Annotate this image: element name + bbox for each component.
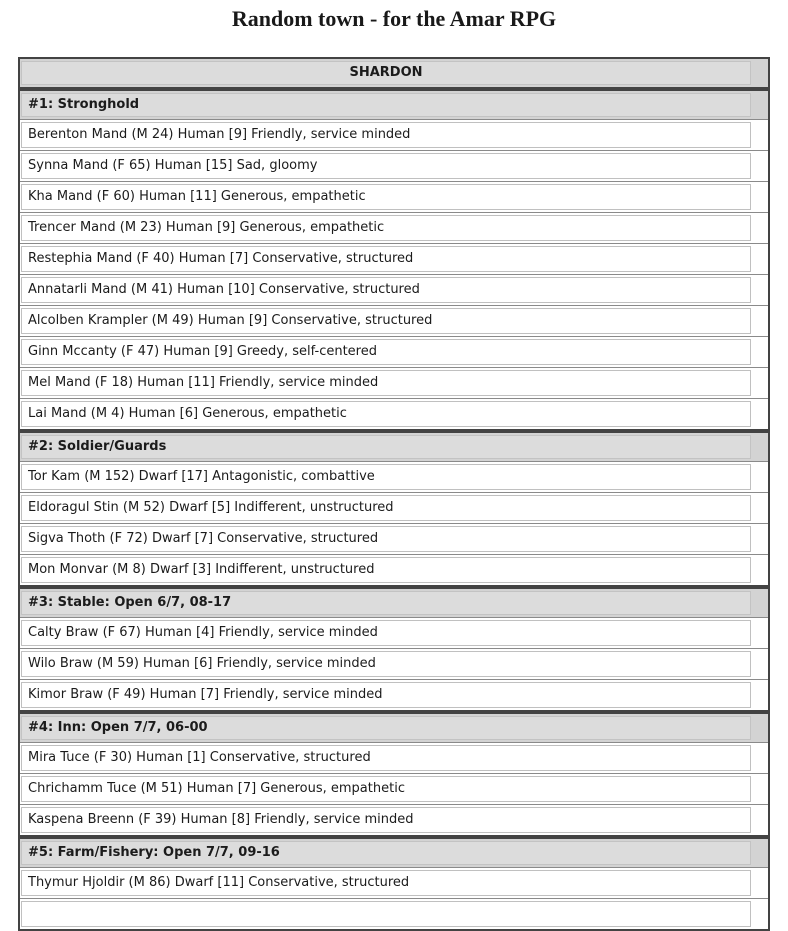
npc-row — [20, 679, 768, 710]
npc-row — [20, 492, 768, 523]
npc-text: Lai Mand (M 4) Human [6] Generous, empathetic — [21, 401, 751, 427]
town-name-row — [20, 59, 768, 87]
npc-row — [20, 119, 768, 150]
section-header-row — [20, 714, 768, 742]
npc-text: Berenton Mand (M 24) Human [9] Friendly, service minded — [21, 122, 751, 148]
npc-row — [20, 243, 768, 274]
page-title: Random town - for the Amar RPG — [231, 6, 557, 31]
npc-row — [20, 804, 768, 835]
npc-text — [21, 901, 751, 927]
npc-text: Mel Mand (F 18) Human [11] Friendly, service minded — [21, 370, 751, 396]
npc-text: Mon Monvar (M 8) Dwarf [3] Indifferent, unstructured — [21, 557, 751, 583]
npc-row — [20, 398, 768, 429]
npc-text: Mira Tuce (F 30) Human [1] Conservative, structured — [21, 745, 751, 771]
npc-text: Alcolben Krampler (M 49) Human [9] Conservative, structured — [21, 308, 751, 334]
npc-text: Chrichamm Tuce (M 51) Human [7] Generous, empathetic — [21, 776, 751, 802]
npc-text: Tor Kam (M 152) Dwarf [17] Antagonistic, combattive — [21, 464, 751, 490]
npc-text: Restephia Mand (F 40) Human [7] Conservative, structured — [21, 246, 751, 272]
npc-text: Trencer Mand (M 23) Human [9] Generous, empathetic — [21, 215, 751, 241]
npc-row — [20, 336, 768, 367]
section-box — [18, 712, 770, 837]
npc-text: Calty Braw (F 67) Human [4] Friendly, service minded — [21, 620, 751, 646]
section-title: #1: Stronghold — [21, 93, 751, 117]
npc-row — [20, 150, 768, 181]
npc-text: Wilo Braw (M 59) Human [6] Friendly, service minded — [21, 651, 751, 677]
section-title: #4: Inn: Open 7/7, 06-00 — [21, 716, 751, 740]
section-box — [18, 587, 770, 712]
section-box — [18, 837, 770, 931]
npc-text: Kimor Braw (F 49) Human [7] Friendly, service minded — [21, 682, 751, 708]
npc-row — [20, 648, 768, 679]
npc-text: Kha Mand (F 60) Human [11] Generous, empathetic — [21, 184, 751, 210]
npc-text: Annatarli Mand (M 41) Human [10] Conservative, structured — [21, 277, 751, 303]
npc-row — [20, 773, 768, 804]
section-header-row — [20, 433, 768, 461]
npc-row — [20, 461, 768, 492]
npc-row — [20, 367, 768, 398]
npc-row — [20, 898, 768, 929]
npc-row — [20, 181, 768, 212]
npc-text: Sigva Thoth (F 72) Dwarf [7] Conservative, structured — [21, 526, 751, 552]
npc-row — [20, 523, 768, 554]
npc-row — [20, 212, 768, 243]
town-name-box — [18, 57, 770, 89]
section-title: #2: Soldier/Guards — [21, 435, 751, 459]
npc-row — [20, 617, 768, 648]
section-box — [18, 89, 770, 431]
npc-text: Kaspena Breenn (F 39) Human [8] Friendly, service minded — [21, 807, 751, 833]
npc-text: Thymur Hjoldir (M 86) Dwarf [11] Conservative, structured — [21, 870, 751, 896]
town-name: SHARDON — [21, 61, 751, 85]
npc-row — [20, 305, 768, 336]
npc-row — [20, 742, 768, 773]
section-box — [18, 431, 770, 587]
npc-row — [20, 867, 768, 898]
npc-text: Ginn Mccanty (F 47) Human [9] Greedy, self-centered — [21, 339, 751, 365]
npc-text: Synna Mand (F 65) Human [15] Sad, gloomy — [21, 153, 751, 179]
town-table — [18, 57, 770, 931]
section-title: #5: Farm/Fishery: Open 7/7, 09-16 — [21, 841, 751, 865]
npc-row — [20, 554, 768, 585]
section-title: #3: Stable: Open 6/7, 08-17 — [21, 591, 751, 615]
npc-text: Eldoragul Stin (M 52) Dwarf [5] Indifferent, unstructured — [21, 495, 751, 521]
section-header-row — [20, 589, 768, 617]
npc-row — [20, 274, 768, 305]
section-header-row — [20, 839, 768, 867]
section-header-row — [20, 91, 768, 119]
